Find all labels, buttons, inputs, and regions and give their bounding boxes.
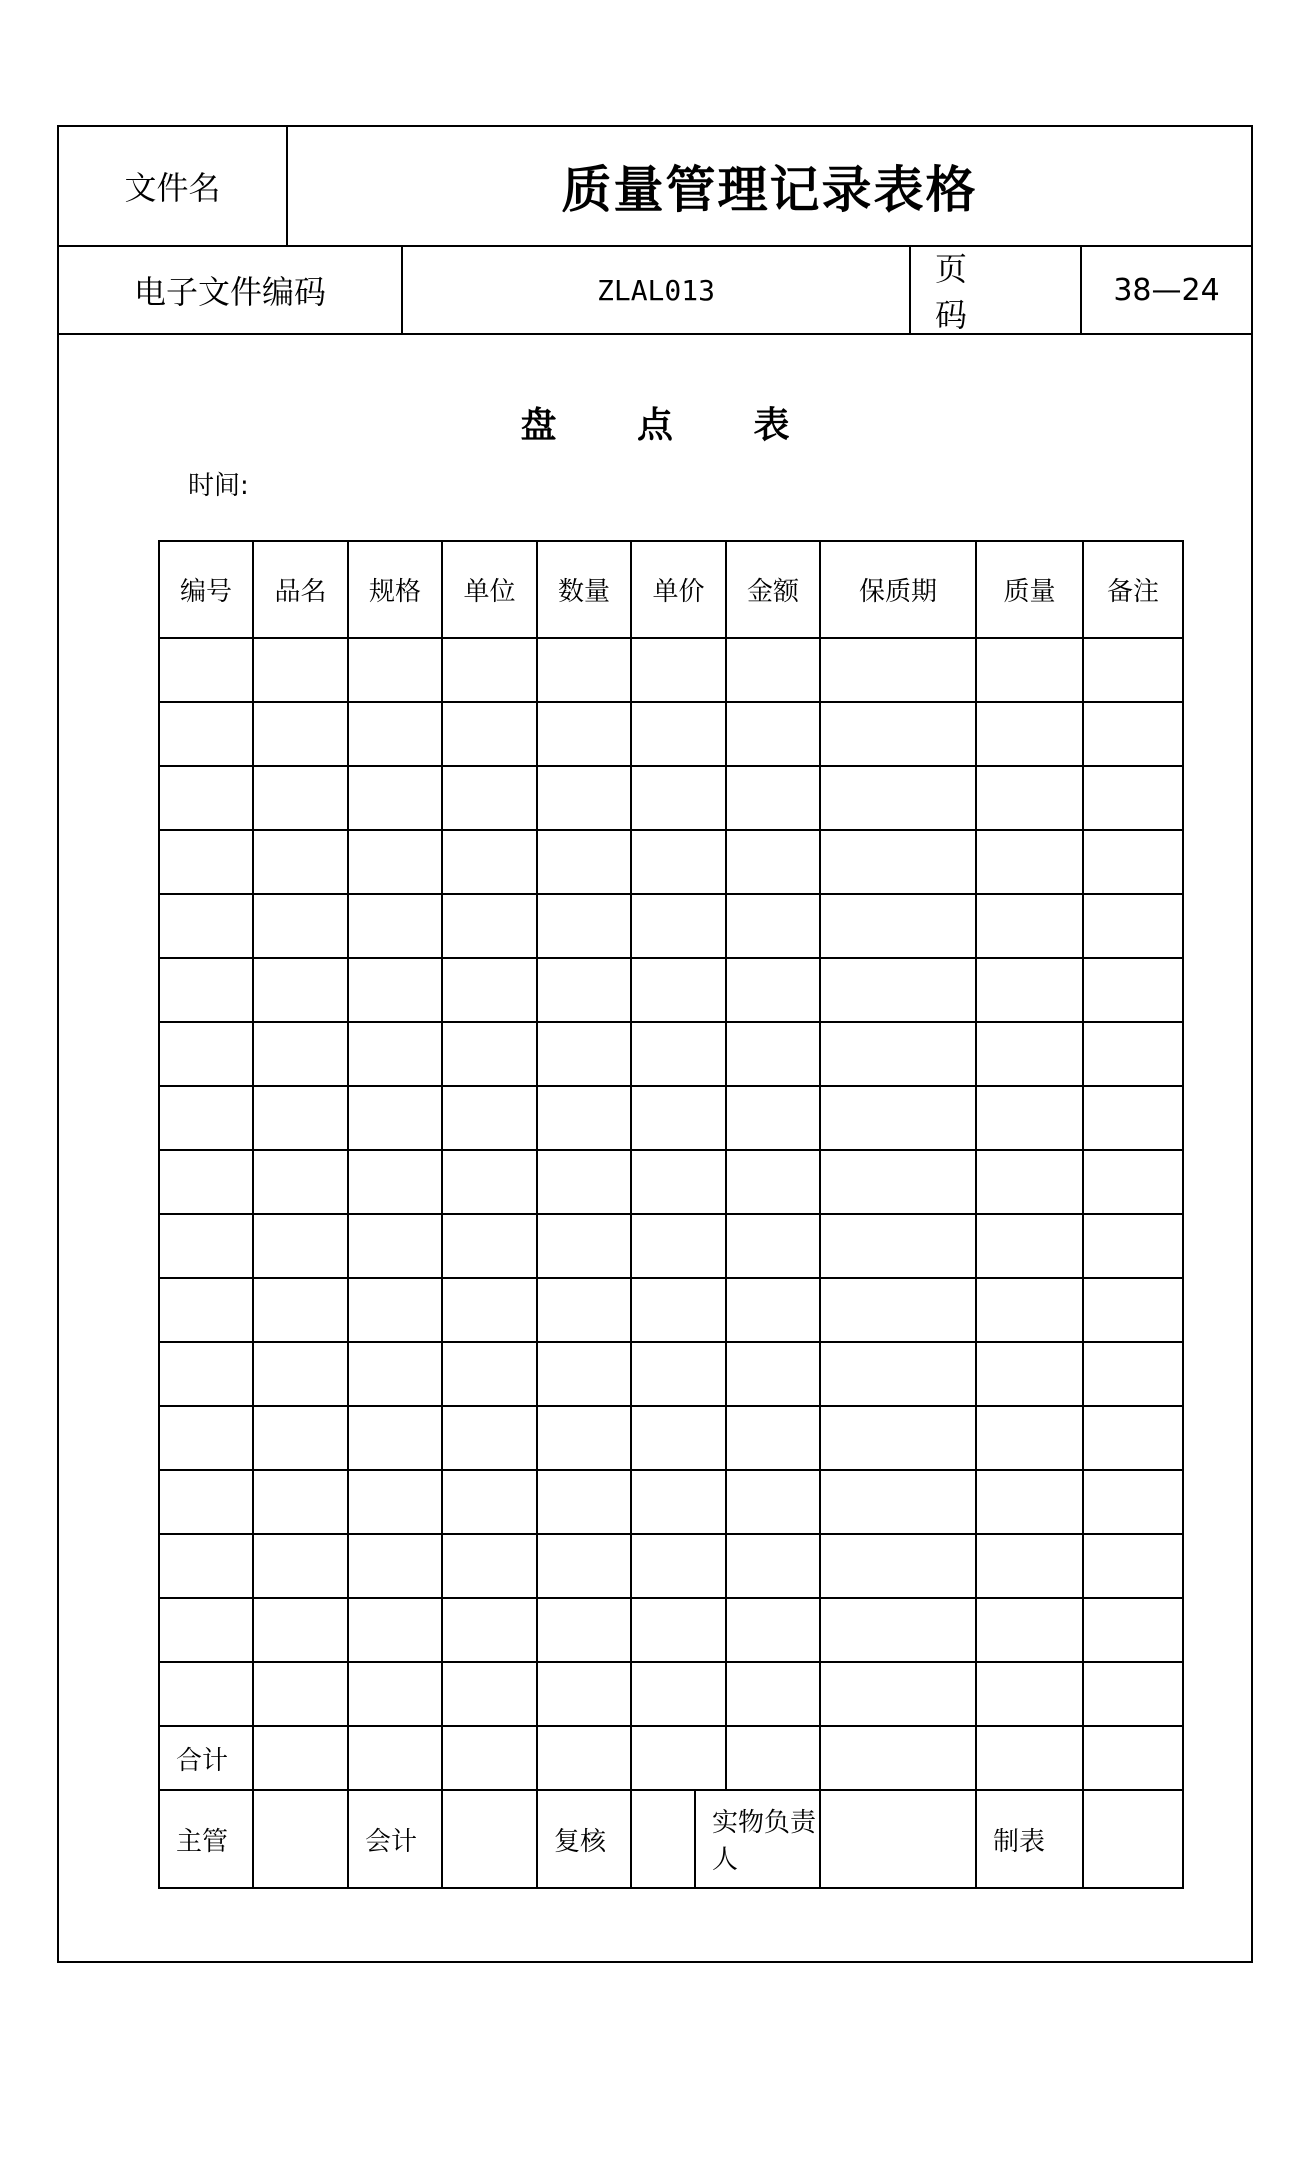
table-cell[interactable] — [631, 1342, 726, 1406]
table-cell[interactable] — [726, 638, 820, 702]
table-row — [159, 1342, 1183, 1406]
table-row — [159, 702, 1183, 766]
table-cell[interactable] — [253, 1150, 348, 1214]
table-cell[interactable] — [159, 1598, 253, 1662]
table-cell[interactable] — [820, 1406, 976, 1470]
table-cell[interactable] — [348, 1342, 442, 1406]
table-row — [159, 1150, 1183, 1214]
table-cell[interactable] — [820, 830, 976, 894]
table-cell[interactable] — [442, 958, 537, 1022]
table-cell[interactable] — [537, 702, 631, 766]
table-cell[interactable] — [253, 1214, 348, 1278]
table-cell[interactable] — [976, 1534, 1083, 1598]
table-cell[interactable] — [442, 1470, 537, 1534]
table-cell[interactable] — [976, 1086, 1083, 1150]
table-cell[interactable] — [348, 1022, 442, 1086]
table-row — [159, 1406, 1183, 1470]
table-cell[interactable] — [976, 1022, 1083, 1086]
table-cell[interactable] — [976, 1470, 1083, 1534]
table-cell[interactable] — [159, 766, 253, 830]
column-header: 数量 — [537, 541, 631, 638]
table-cell[interactable] — [820, 1342, 976, 1406]
table-cell[interactable] — [631, 1278, 726, 1342]
table-cell[interactable] — [537, 830, 631, 894]
table-cell[interactable] — [348, 1150, 442, 1214]
table-header-row — [159, 541, 1183, 638]
column-header: 保质期 — [820, 541, 976, 638]
table-cell[interactable] — [442, 1278, 537, 1342]
table-cell[interactable] — [537, 1534, 631, 1598]
table-cell[interactable] — [442, 1086, 537, 1150]
table-cell[interactable] — [442, 894, 537, 958]
table-cell[interactable] — [631, 958, 726, 1022]
table-cell[interactable] — [537, 1406, 631, 1470]
table-cell[interactable] — [976, 1662, 1083, 1726]
table-cell[interactable] — [442, 1534, 537, 1598]
table-cell[interactable] — [537, 1278, 631, 1342]
table-cell[interactable] — [442, 702, 537, 766]
table-row — [159, 958, 1183, 1022]
table-row — [159, 1534, 1183, 1598]
signature-label: 复核 — [537, 1790, 631, 1888]
page-number-label: 页 码 — [911, 247, 1082, 333]
table-cell[interactable] — [348, 638, 442, 702]
table-cell[interactable] — [726, 1022, 820, 1086]
table-cell[interactable] — [159, 830, 253, 894]
table-row — [159, 830, 1183, 894]
table-cell[interactable] — [976, 1406, 1083, 1470]
table-cell[interactable] — [348, 1534, 442, 1598]
table-cell[interactable] — [631, 638, 726, 702]
table-cell[interactable] — [159, 958, 253, 1022]
table-cell[interactable] — [631, 766, 726, 830]
table-cell[interactable] — [820, 1150, 976, 1214]
table-cell[interactable] — [537, 638, 631, 702]
table-cell[interactable] — [820, 1534, 976, 1598]
signature-label: 制表 — [976, 1790, 1083, 1888]
table-cell[interactable] — [253, 702, 348, 766]
table-cell[interactable] — [820, 1086, 976, 1150]
table-cell[interactable] — [631, 702, 726, 766]
total-label: 合计 — [159, 1726, 253, 1790]
column-header: 编号 — [159, 541, 253, 638]
table-cell[interactable] — [253, 1086, 348, 1150]
table-cell[interactable] — [537, 1150, 631, 1214]
table-cell[interactable] — [726, 1342, 820, 1406]
signature-field[interactable] — [631, 1790, 695, 1888]
table-cell[interactable] — [976, 894, 1083, 958]
table-cell[interactable] — [976, 702, 1083, 766]
table-cell[interactable] — [253, 638, 348, 702]
table-cell[interactable] — [726, 830, 820, 894]
table-cell[interactable] — [348, 1598, 442, 1662]
signature-label: 主管 — [159, 1790, 253, 1888]
table-cell[interactable] — [348, 894, 442, 958]
table-cell[interactable] — [976, 958, 1083, 1022]
form-title: 盘 点 表 — [520, 405, 824, 446]
column-header: 规格 — [348, 541, 442, 638]
table-cell[interactable] — [976, 638, 1083, 702]
table-cell[interactable] — [159, 638, 253, 702]
table-cell[interactable] — [348, 1214, 442, 1278]
column-header: 质量 — [976, 541, 1083, 638]
table-cell[interactable] — [631, 1406, 726, 1470]
table-cell[interactable] — [159, 1406, 253, 1470]
table-cell[interactable] — [726, 1726, 820, 1790]
table-cell[interactable] — [820, 1022, 976, 1086]
table-cell[interactable] — [726, 1598, 820, 1662]
table-cell[interactable] — [253, 1662, 348, 1726]
table-row — [159, 1086, 1183, 1150]
table-row — [159, 1022, 1183, 1086]
table-cell[interactable] — [253, 1342, 348, 1406]
document-title: 质量管理记录表格 — [561, 161, 978, 219]
table-cell[interactable] — [726, 702, 820, 766]
table-cell[interactable] — [1083, 1214, 1183, 1278]
table-row — [159, 1662, 1183, 1726]
table-cell[interactable] — [159, 1278, 253, 1342]
table-cell[interactable] — [442, 1662, 537, 1726]
table-cell[interactable] — [537, 958, 631, 1022]
table-cell[interactable] — [159, 1086, 253, 1150]
column-header: 单位 — [442, 541, 537, 638]
table-cell[interactable] — [1083, 1598, 1183, 1662]
table-cell[interactable] — [348, 1662, 442, 1726]
table-cell[interactable] — [159, 1214, 253, 1278]
table-row — [159, 1278, 1183, 1342]
electronic-code-value: ZLAL013 — [403, 247, 911, 333]
table-cell[interactable] — [253, 1470, 348, 1534]
table-cell[interactable] — [726, 1662, 820, 1726]
table-cell[interactable] — [442, 1726, 537, 1790]
inventory-table — [158, 540, 1184, 1889]
table-cell[interactable] — [631, 1150, 726, 1214]
table-cell[interactable] — [537, 1022, 631, 1086]
table-cell[interactable] — [253, 1278, 348, 1342]
table-cell[interactable] — [631, 1022, 726, 1086]
column-header: 品名 — [253, 541, 348, 638]
table-cell[interactable] — [159, 1342, 253, 1406]
table-cell[interactable] — [442, 830, 537, 894]
table-cell[interactable] — [631, 1214, 726, 1278]
table-cell[interactable] — [726, 1214, 820, 1278]
table-cell[interactable] — [537, 894, 631, 958]
table-cell[interactable] — [976, 1726, 1083, 1790]
signature-label: 实物负责人 — [695, 1790, 820, 1888]
table-cell[interactable] — [820, 1278, 976, 1342]
table-cell[interactable] — [820, 1214, 976, 1278]
table-row — [159, 1470, 1183, 1534]
file-name-label: 文件名 — [59, 127, 288, 245]
table-cell[interactable] — [159, 702, 253, 766]
table-cell[interactable] — [631, 894, 726, 958]
table-cell[interactable] — [159, 1150, 253, 1214]
table-cell[interactable] — [820, 1726, 976, 1790]
table-cell[interactable] — [976, 1214, 1083, 1278]
table-cell[interactable] — [537, 1086, 631, 1150]
header-row — [59, 127, 1251, 247]
table-cell[interactable] — [820, 638, 976, 702]
signature-field[interactable] — [1083, 1790, 1183, 1888]
table-cell[interactable] — [442, 1150, 537, 1214]
table-cell[interactable] — [442, 1214, 537, 1278]
table-cell[interactable] — [159, 1022, 253, 1086]
table-cell[interactable] — [1083, 894, 1183, 958]
table-cell[interactable] — [253, 1598, 348, 1662]
table-cell[interactable] — [976, 1342, 1083, 1406]
signature-label: 会计 — [348, 1790, 442, 1888]
table-cell[interactable] — [820, 766, 976, 830]
signature-field[interactable] — [253, 1790, 348, 1888]
table-cell[interactable] — [820, 702, 976, 766]
table-cell[interactable] — [820, 1598, 976, 1662]
table-cell[interactable] — [1083, 1022, 1183, 1086]
table-cell[interactable] — [253, 1406, 348, 1470]
table-cell[interactable] — [348, 1278, 442, 1342]
table-cell[interactable] — [726, 1278, 820, 1342]
table-cell[interactable] — [159, 894, 253, 958]
code-row — [59, 247, 1251, 335]
table-cell[interactable] — [348, 830, 442, 894]
column-header: 金额 — [726, 541, 820, 638]
table-cell[interactable] — [159, 1662, 253, 1726]
table-cell[interactable] — [537, 1662, 631, 1726]
table-cell[interactable] — [976, 1598, 1083, 1662]
table-cell[interactable] — [348, 958, 442, 1022]
table-cell[interactable] — [976, 830, 1083, 894]
table-cell[interactable] — [976, 1150, 1083, 1214]
table-cell[interactable] — [1083, 1406, 1183, 1470]
table-cell[interactable] — [253, 1726, 348, 1790]
table-row — [159, 1214, 1183, 1278]
table-cell[interactable] — [631, 1470, 726, 1534]
table-cell[interactable] — [348, 1086, 442, 1150]
table-cell[interactable] — [820, 958, 976, 1022]
table-cell[interactable] — [726, 1086, 820, 1150]
table-cell[interactable] — [1083, 1534, 1183, 1598]
table-cell[interactable] — [537, 1598, 631, 1662]
table-cell[interactable] — [537, 1726, 631, 1790]
signature-field[interactable] — [820, 1790, 976, 1888]
table-cell[interactable] — [726, 1406, 820, 1470]
table-cell[interactable] — [253, 894, 348, 958]
table-cell[interactable] — [631, 830, 726, 894]
table-cell[interactable] — [1083, 766, 1183, 830]
table-cell[interactable] — [1083, 830, 1183, 894]
form-frame — [57, 125, 1253, 1963]
table-cell[interactable] — [726, 766, 820, 830]
table-cell[interactable] — [1083, 1470, 1183, 1534]
table-cell[interactable] — [726, 958, 820, 1022]
table-cell[interactable] — [1083, 1726, 1183, 1790]
table-cell[interactable] — [442, 1022, 537, 1086]
table-cell[interactable] — [631, 1086, 726, 1150]
table-cell[interactable] — [253, 766, 348, 830]
table-cell[interactable] — [253, 830, 348, 894]
table-cell[interactable] — [820, 1470, 976, 1534]
table-cell[interactable] — [1083, 1150, 1183, 1214]
table-cell[interactable] — [348, 766, 442, 830]
table-cell[interactable] — [1083, 958, 1183, 1022]
table-row — [159, 766, 1183, 830]
table-cell[interactable] — [348, 1726, 442, 1790]
table-cell[interactable] — [1083, 1086, 1183, 1150]
column-header: 备注 — [1083, 541, 1183, 638]
table-cell[interactable] — [976, 766, 1083, 830]
table-cell[interactable] — [159, 1534, 253, 1598]
table-cell[interactable] — [1083, 638, 1183, 702]
table-row — [159, 894, 1183, 958]
table-cell[interactable] — [537, 1470, 631, 1534]
table-cell[interactable] — [442, 1406, 537, 1470]
table-cell[interactable] — [442, 766, 537, 830]
table-cell[interactable] — [537, 1342, 631, 1406]
table-cell[interactable] — [726, 894, 820, 958]
table-cell[interactable] — [253, 1534, 348, 1598]
table-row — [159, 1598, 1183, 1662]
table-cell[interactable] — [631, 1662, 726, 1726]
table-cell[interactable] — [820, 894, 976, 958]
table-cell[interactable] — [442, 638, 537, 702]
table-cell[interactable] — [442, 1342, 537, 1406]
page-number-value: 38—24 — [1113, 272, 1220, 308]
table-cell[interactable] — [726, 1470, 820, 1534]
table-cell[interactable] — [1083, 1662, 1183, 1726]
table-cell[interactable] — [537, 766, 631, 830]
table-cell[interactable] — [253, 958, 348, 1022]
table-cell[interactable] — [976, 1278, 1083, 1342]
table-cell[interactable] — [348, 702, 442, 766]
table-row — [159, 638, 1183, 702]
time-label: 时间: — [188, 471, 249, 501]
column-header: 单价 — [631, 541, 726, 638]
electronic-code-label: 电子文件编码 — [59, 247, 403, 333]
table-cell[interactable] — [1083, 702, 1183, 766]
signature-field[interactable] — [442, 1790, 537, 1888]
table-cell[interactable] — [442, 1598, 537, 1662]
table-cell[interactable] — [537, 1214, 631, 1278]
table-cell[interactable] — [726, 1150, 820, 1214]
table-cell[interactable] — [1083, 1278, 1183, 1342]
table-cell[interactable] — [1083, 1342, 1183, 1406]
signature-row — [159, 1790, 1183, 1888]
table-cell[interactable] — [631, 1598, 726, 1662]
table-cell[interactable] — [348, 1470, 442, 1534]
total-row — [159, 1726, 1183, 1790]
table-cell[interactable] — [159, 1470, 253, 1534]
table-cell[interactable] — [631, 1726, 726, 1790]
table-cell[interactable] — [253, 1022, 348, 1086]
table-cell[interactable] — [726, 1534, 820, 1598]
table-cell[interactable] — [348, 1406, 442, 1470]
table-cell[interactable] — [631, 1534, 726, 1598]
table-cell[interactable] — [820, 1662, 976, 1726]
